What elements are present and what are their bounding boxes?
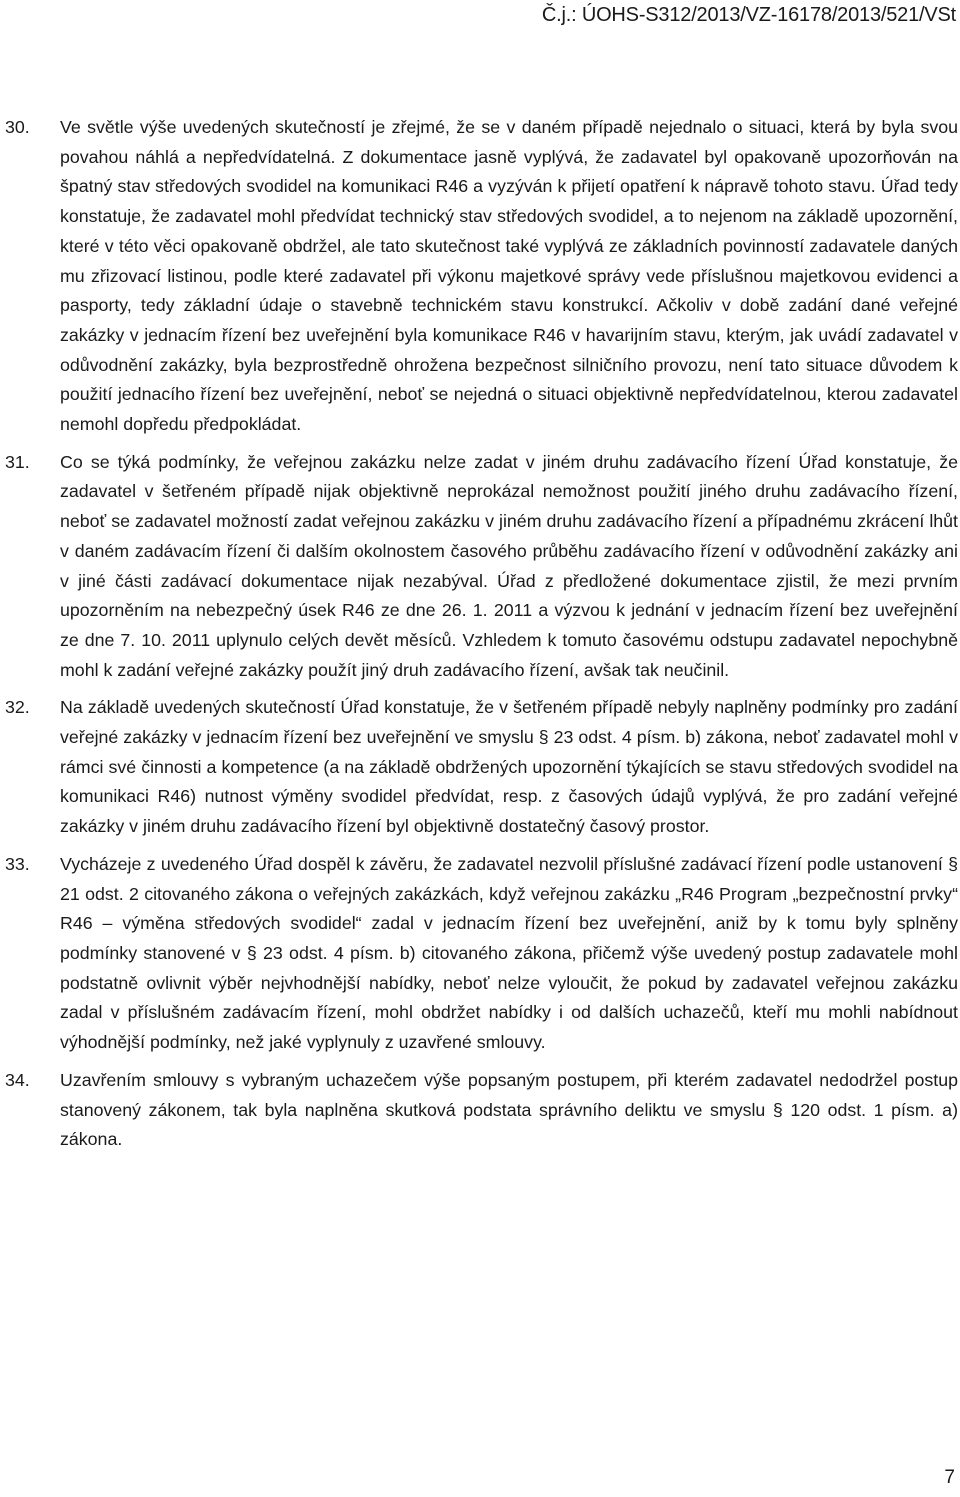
paragraph-32 (0, 693, 960, 842)
paragraph-text: Uzavřením smlouvy s vybraným uchazečem výše popsaným postupem, při kterém zadavatel nedodržel postup stanovený zákonem, tak byla naplněna skutková podstata správního deliktu ve smyslu § 120 odst. 1 písm. a) zákona. (60, 1069, 958, 1150)
paragraph-text: Co se týká podmínky, že veřejnou zakázku nelze zadat v jiném druhu zadávacího řízení Úřad konstatuje, že zadavatel v šetřeném případě nijak objektivně neprokázal nemožnost použití jiného druhu zadávacího řízení, neboť se zadavatel možností zadat veřejnou zakázku v jiném druhu zadávacího řízení a případnému zkrácení lhůt v daném zadávacím řízení či dalším okolnostem časového průběhu zadávacího řízení v odůvodnění zakázky ani v jiné části zadávací dokumentace nijak nezabýval. Úřad z předložené dokumentace zjistil, že mezi prvním upozorněním na nebezpečný úsek R46 ze dne 26. 1. 2011 a výzvou k jednání v jednacím řízení bez uveřejnění ze dne 7. 10. 2011 uplynulo celých devět měsíců. Vzhledem k tomuto časovému odstupu zadavatel nepochybně mohl k zadání veřejné zakázky použít jiný druh zadávacího řízení, avšak tak neučinil. (60, 451, 958, 680)
paragraph-number: 31. (5, 451, 30, 472)
paragraph-text: Ve světle výše uvedených skutečností je zřejmé, že se v daném případě nejednalo o situaci, která by byla svou povahou náhlá a nepředvídatelná. Z dokumentace jasně vyplývá, že zadavatel byl opakovaně upozorňován na špatný stav středových svodidel na komunikaci R46 a vyzýván k přijetí opatření k nápravě tohoto stavu. Úřad tedy konstatuje, že zadavatel mohl předvídat technický stav středových svodidel, a to nejenom na základě upozornění, které v této věci opakovaně obdržel, ale tato skutečnost také vyplývá ze základních povinností zadavatele daných mu zřizovací listinou, podle které zadavatel při výkonu majetkové správy vede příslušnou majetkovou evidenci a pasporty, tedy základní údaje o stavebně technickém stavu konstrukcí. Ačkoliv v době zadání dané veřejné zakázky v jednacím řízení bez uveřejnění byla komunikace R46 v havarijním stavu, kterým, jak uvádí zadavatel v odůvodnění zakázky, byla bezprostředně ohrožena bezpečnost silničního provozu, není tato situace důvodem k použití jednacího řízení bez uveřejnění, neboť se nejedná o situaci objektivně nepředvídatelnou, kterou zadavatel nemohl dopředu předpokládat. (60, 117, 958, 435)
paragraph-number: 33. (5, 853, 30, 874)
paragraph-30 (0, 113, 960, 440)
paragraph-31 (0, 448, 960, 686)
paragraph-number: 34. (5, 1069, 30, 1090)
paragraph-text: Vycházeje z uvedeného Úřad dospěl k závěru, že zadavatel nezvolil příslušné zadávací řízení podle ustanovení § 21 odst. 2 citovaného zákona o veřejných zakázkách, když veřejnou zakázku „R46 Program „bezpečnostní prvky“ R46 – výměna středových svodidel“ zadal v jednacím řízení bez uveřejnění, aniž by k tomu byly splněny podmínky stanovené v § 23 odst. 4 písm. b) citovaného zákona, přičemž výše uvedený postup zadavatele mohl podstatně ovlivnit výběr nejvhodnější nabídky, neboť nelze vyloučit, že pokud by zadavatel veřejnou zakázku zadal v příslušném zadávacím řízení, mohl obdržet nabídky i od dalších uchazečů, kteří mu mohli nabídnout výhodnější podmínky, než jaké vyplynuly z uzavřené smlouvy. (60, 853, 958, 1053)
paragraph-text: Na základě uvedených skutečností Úřad konstatuje, že v šetřeném případě nebyly naplněny podmínky pro zadání veřejné zakázky v jednacím řízení bez uveřejnění ve smyslu § 23 odst. 4 písm. b) zákona, neboť zadavatel mohl v rámci své činnosti a kompetence (a na základě obdržených upozornění týkajících se stavu středových svodidel na komunikaci R46) nutnost výměny svodidel předvídat, resp. z časových údajů vyplývá, že pro zadání veřejné zakázky v jiném druhu zadávacího řízení byl objektivně dostatečný časový prostor. (60, 697, 958, 837)
page-number: 7 (944, 1467, 955, 1488)
document-reference-number: Č.j.: ÚOHS-S312/2013/VZ-16178/2013/521/VSt (541, 4, 956, 26)
paragraph-33 (0, 850, 960, 1058)
paragraph-number: 30. (5, 117, 30, 137)
document-body (0, 113, 960, 1163)
paragraph-34 (0, 1066, 960, 1155)
paragraph-number: 32. (5, 697, 30, 718)
